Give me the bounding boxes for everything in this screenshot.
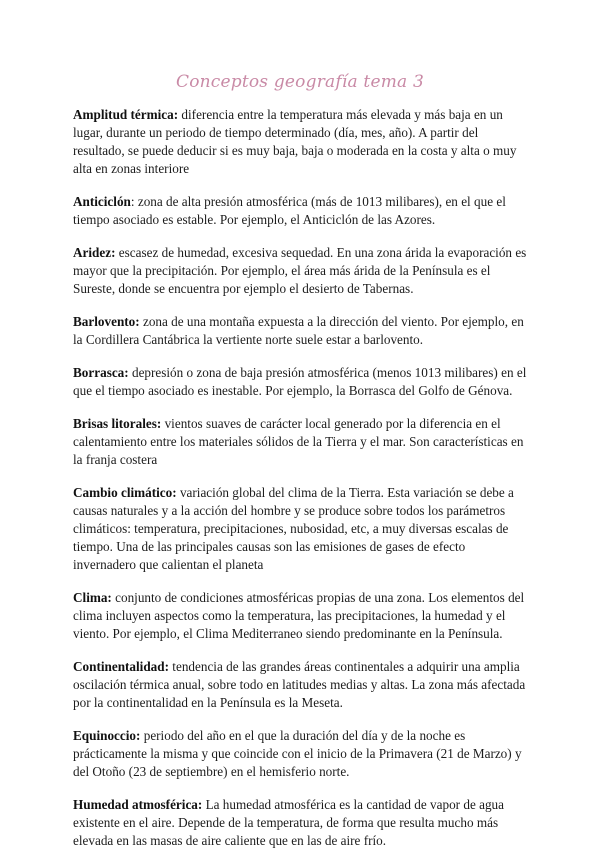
entry-term: Anticiclón: [73, 194, 131, 209]
glossary-entry: [73, 364, 531, 400]
entry-term: Borrasca:: [73, 365, 129, 380]
entry-term: Aridez:: [73, 245, 116, 260]
entry-definition: variación global del clima de la Tierra. Esta variación se debe a causas naturales y a la acción del hombre y se produce sobre todos los parámetros climáticos: temperatura, precipitaciones, nubosidad, etc, a muy diversas escalas de tiempo. Una de las principales causas son las emisiones de gases de efecto invernadero que calientan el planeta: [73, 485, 514, 572]
entry-term: Clima:: [73, 590, 112, 605]
glossary-list: [73, 106, 531, 865]
glossary-entry: [73, 796, 531, 850]
glossary-entry: [73, 484, 531, 574]
entry-definition: conjunto de condiciones atmosféricas propias de una zona. Los elementos del clima incluyen aspectos como la temperatura, las precipitaciones, la humedad y el viento. Por ejemplo, el Clima Mediterraneo siendo predominante en la Península.: [73, 590, 525, 641]
entry-definition: La humedad atmosférica es la cantidad de vapor de agua existente en el aire. Depende de la temperatura, de forma que resulta mucho más elevada en las masas de aire caliente que en las de aire frío.: [73, 797, 505, 848]
glossary-entry: [73, 313, 531, 349]
glossary-entry: [73, 193, 531, 229]
entry-definition: vientos suaves de carácter local generado por la diferencia en el calentamiento entre los materiales sólidos de la Tierra y el mar. Son características en la franja costera: [73, 416, 524, 467]
page-title: Conceptos geografía tema 3: [175, 72, 424, 92]
entry-term: Amplitud térmica:: [73, 107, 179, 122]
entry-definition: periodo del año en el que la duración del día y de la noche es prácticamente la misma y que coincide con el inicio de la Primavera (21 de Marzo) y del Otoño (23 de septiembre) en el hemisferio norte.: [73, 728, 522, 779]
glossary-entry: [73, 106, 531, 178]
entry-definition: tendencia de las grandes áreas continentales a adquirir una amplia oscilación térmica anual, sobre todo en latitudes medias y altas. La zona más afectada por la continentalidad en la Península es la Meseta.: [73, 659, 526, 710]
entry-term: Equinoccio:: [73, 728, 141, 743]
entry-term: Continentalidad:: [73, 659, 169, 674]
entry-term: Humedad atmosférica:: [73, 797, 203, 812]
entry-definition: escasez de humedad, excesiva sequedad. En una zona árida la evaporación es mayor que la precipitación. Por ejemplo, el área más árida de la Península es el Sureste, donde se encuentra por ejemplo el desierto de Tabernas.: [73, 245, 527, 296]
glossary-entry: [73, 244, 531, 298]
entry-definition: : zona de alta presión atmosférica (más de 1013 milibares), en el que el tiempo asociado es estable. Por ejemplo, el Anticiclón de las Azores.: [73, 194, 506, 227]
entry-term: Cambio climático:: [73, 485, 177, 500]
entry-definition: depresión o zona de baja presión atmosférica (menos 1013 milibares) en el que el tiempo asociado es inestable. Por ejemplo, la Borrasca del Golfo de Génova.: [73, 365, 527, 398]
glossary-entry: [73, 589, 531, 643]
entry-definition: zona de una montaña expuesta a la dirección del viento. Por ejemplo, en la Cordillera Cantábrica la vertiente norte suele estar a barlovento.: [73, 314, 524, 347]
entry-definition: diferencia entre la temperatura más elevada y más baja en un lugar, durante un periodo de tiempo determinado (día, mes, año). A partir del resultado, se puede deducir si es muy baja, baja o moderada en la costa y alta o muy alta en zonas interiore: [73, 107, 517, 176]
glossary-entry: [73, 415, 531, 469]
glossary-entry: [73, 727, 531, 781]
glossary-entry: [73, 658, 531, 712]
entry-term: Brisas litorales:: [73, 416, 162, 431]
entry-term: Barlovento:: [73, 314, 140, 329]
